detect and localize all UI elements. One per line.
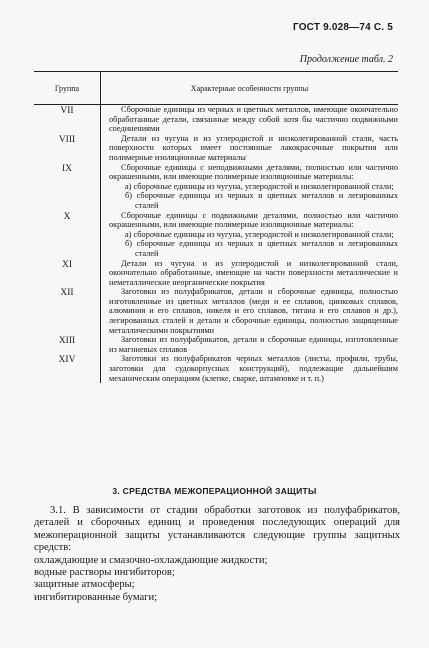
header-group: Группа	[34, 72, 101, 104]
row-group-number: XIII	[34, 335, 101, 354]
table-row	[34, 287, 398, 335]
table-row	[34, 354, 398, 383]
list-item: водные растворы ингибиторов;	[34, 567, 175, 579]
description-text: Сборочные единицы с подвижными деталями, полностью или частично окрашенными, или имеющие полимерные изоляционные материалы:	[109, 210, 398, 230]
table-row	[34, 163, 398, 211]
description-subitem: а) сборочные единицы из чугуна, углеродистой и низколегированной стали;	[125, 181, 394, 191]
row-group-number: XI	[34, 259, 101, 288]
description-text: Сборочные единицы с неподвижными деталями, полностью или частично окрашенными, или имеющие полимерные изоляционные материалы:	[109, 162, 398, 182]
description-text: Заготовки из полуфабрикатов, детали и сборочные единицы, изготовленные из магниевых сплавов	[109, 335, 398, 354]
list-item: охлаждающие и смазочно-охлаждающие жидкости;	[34, 554, 268, 566]
description-text: Детали из чугуна и из углеродистой и низколегированной стали, окончательно обработанные, имеющие на части поверхности металлические и неметаллические неорганические покрытия	[109, 258, 398, 287]
table-row	[34, 105, 398, 134]
description-text: Заготовки из полуфабрикатов, детали и сборочные единицы, полностью изготовленные из цветных металлов (меди и ее сплавов, цинковых сплавов, алюминия и его сплавов, никеля и его сплавов, титана и его сплавов и др.), легированных сталей и детали и сборочные единицы, полностью защищенные металлическими покрытиями	[109, 287, 398, 335]
section-body	[34, 505, 400, 604]
section-paragraph: 3.1. В зависимости от стадии обработки заготовок из полуфабрикатов, деталей и сборочных единиц и проведения последующих операций для межоперационной защиты устанавливаются следующие группы защитных средств:	[34, 505, 400, 554]
table-row	[34, 134, 398, 163]
row-group-number: XIV	[34, 354, 101, 383]
row-description	[101, 354, 398, 383]
description-subitem: а) сборочные единицы из чугуна, углеродистой и низколегированной стали;	[125, 229, 394, 239]
row-group-number: X	[34, 211, 101, 259]
row-description	[101, 287, 398, 335]
table-row	[34, 335, 398, 354]
table-row	[34, 259, 398, 288]
row-description	[101, 259, 398, 288]
row-description	[101, 134, 398, 163]
row-group-number: XII	[34, 287, 101, 335]
row-group-number: VII	[34, 105, 101, 134]
description-subitem: б) сборочные единицы из черных и цветных металлов и легированных сталей	[125, 239, 398, 258]
groups-table	[34, 71, 398, 383]
table-row	[34, 211, 398, 259]
section-title: 3. СРЕДСТВА МЕЖОПЕРАЦИОННОЙ ЗАЩИТЫ	[112, 486, 317, 496]
row-description	[101, 105, 398, 134]
list-item: защитные атмосферы;	[34, 579, 135, 591]
description-text: Заготовки из полуфабрикатов черных металлов (листы, профили, трубы, заготовки для судокорпусных конструкций), подлежащие дальнейшим механическим операциям (клепке, сварке, штамповке и т. п.)	[109, 354, 398, 383]
header-description: Характерные особенности группы	[190, 83, 309, 93]
row-group-number: IX	[34, 163, 101, 211]
row-group-number: VIII	[34, 134, 101, 163]
description-subitem: б) сборочные единицы из черных и цветных металлов и легированных сталей	[125, 191, 398, 210]
list-item: ингибитированные бумаги;	[34, 591, 158, 603]
table-continuation-label: Продолжение табл. 2	[299, 54, 393, 65]
row-description	[101, 163, 398, 211]
row-description	[101, 335, 398, 354]
table-body	[34, 105, 398, 383]
description-text: Детали из чугуна и из углеродистой и низколегированной стали, часть поверхности которых имеет постоянные лакокрасочные покрытия или полимерные изоляционные материалы	[109, 133, 398, 162]
table-header	[34, 72, 398, 105]
document-reference: ГОСТ 9.028—74 С. 5	[292, 22, 393, 33]
row-description	[101, 211, 398, 259]
description-text: Сборочные единицы из черных и цветных металлов, имеющие окончательно обработанные детали, связанные между собой хотя бы частично подвижными соединениями	[109, 105, 398, 134]
